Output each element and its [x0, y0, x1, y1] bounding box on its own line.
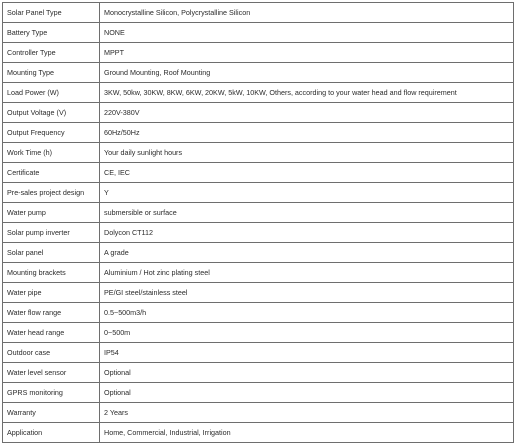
spec-value: 60Hz/50Hz — [100, 123, 514, 143]
spec-value: Y — [100, 183, 514, 203]
table-row — [3, 303, 514, 323]
spec-value: MPPT — [100, 43, 514, 63]
spec-value: CE, IEC — [100, 163, 514, 183]
spec-label: Water pump — [3, 203, 100, 223]
table-row — [3, 283, 514, 303]
spec-label: Solar Panel Type — [3, 3, 100, 23]
table-row — [3, 123, 514, 143]
table-row — [3, 63, 514, 83]
spec-label: Battery Type — [3, 23, 100, 43]
table-row — [3, 143, 514, 163]
spec-value: Home, Commercial, Industrial, Irrigation — [100, 423, 514, 443]
spec-value: Dolycon CT112 — [100, 223, 514, 243]
spec-label: Mounting Type — [3, 63, 100, 83]
table-row — [3, 3, 514, 23]
spec-value: 0~500m — [100, 323, 514, 343]
spec-label: Water pipe — [3, 283, 100, 303]
spec-value: submersible or surface — [100, 203, 514, 223]
spec-value: 3KW, 50kw, 30KW, 8KW, 6KW, 20KW, 5kW, 10KW, Others, according to your water head and flow requirement — [100, 83, 514, 103]
table-row — [3, 43, 514, 63]
table-row — [3, 403, 514, 423]
spec-label: Warranty — [3, 403, 100, 423]
spec-value: Monocrystalline Silicon, Polycrystalline Silicon — [100, 3, 514, 23]
spec-value: A grade — [100, 243, 514, 263]
table-row — [3, 343, 514, 363]
spec-label: Output Voltage (V) — [3, 103, 100, 123]
spec-label: Controller Type — [3, 43, 100, 63]
spec-label: Pre-sales project design — [3, 183, 100, 203]
spec-value: 220V-380V — [100, 103, 514, 123]
spec-value: NONE — [100, 23, 514, 43]
spec-label: Solar pump inverter — [3, 223, 100, 243]
spec-label: Solar panel — [3, 243, 100, 263]
spec-value: PE/GI steel/stainless steel — [100, 283, 514, 303]
spec-value: Optional — [100, 363, 514, 383]
table-row — [3, 223, 514, 243]
spec-label: Output Frequency — [3, 123, 100, 143]
spec-label: Application — [3, 423, 100, 443]
spec-label: Load Power (W) — [3, 83, 100, 103]
spec-label: GPRS monitoring — [3, 383, 100, 403]
spec-value: Aluminium / Hot zinc plating steel — [100, 263, 514, 283]
table-row — [3, 203, 514, 223]
spec-value: Your daily sunlight hours — [100, 143, 514, 163]
spec-label: Water head range — [3, 323, 100, 343]
specification-table — [2, 2, 514, 443]
table-row — [3, 163, 514, 183]
table-row — [3, 243, 514, 263]
table-row — [3, 363, 514, 383]
table-row — [3, 103, 514, 123]
table-row — [3, 23, 514, 43]
spec-value: 0.5~500m3/h — [100, 303, 514, 323]
table-row — [3, 323, 514, 343]
table-row — [3, 383, 514, 403]
spec-value: Optional — [100, 383, 514, 403]
spec-label: Water flow range — [3, 303, 100, 323]
table-row — [3, 183, 514, 203]
table-row — [3, 263, 514, 283]
spec-label: Water level sensor — [3, 363, 100, 383]
spec-label: Outdoor case — [3, 343, 100, 363]
table-row — [3, 423, 514, 443]
spec-label: Work Time (h) — [3, 143, 100, 163]
spec-value: IP54 — [100, 343, 514, 363]
spec-value: 2 Years — [100, 403, 514, 423]
spec-label: Mounting brackets — [3, 263, 100, 283]
spec-label: Certificate — [3, 163, 100, 183]
table-row — [3, 83, 514, 103]
spec-value: Ground Mounting, Roof Mounting — [100, 63, 514, 83]
